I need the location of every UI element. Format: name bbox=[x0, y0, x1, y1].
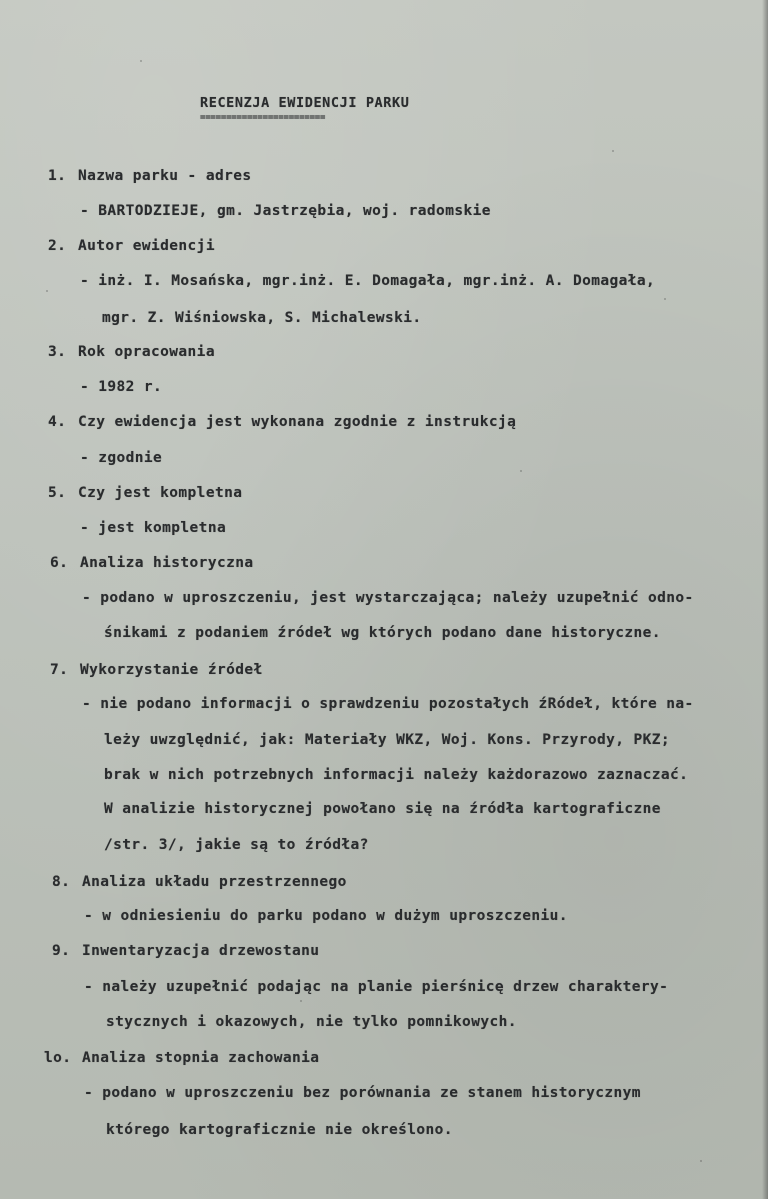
item-6-number: 6. bbox=[50, 555, 69, 571]
paper-speck bbox=[140, 60, 142, 62]
item-10-line-1: - podano w uproszczeniu bez porównania ze stanem historycznym bbox=[84, 1085, 641, 1101]
item-8-line-1: - w odniesieniu do parku podano w dużym uproszczeniu. bbox=[84, 908, 568, 924]
paper-speck bbox=[612, 150, 614, 152]
item-1-number: 1. bbox=[48, 168, 67, 184]
paper-speck bbox=[520, 470, 522, 472]
title-underline: ======================== bbox=[200, 113, 326, 123]
paper-edge-shadow bbox=[762, 0, 768, 1199]
item-2-number: 2. bbox=[48, 238, 67, 254]
item-6-line-1: - podano w uproszczeniu, jest wystarczająca; należy uzupełnić odno- bbox=[82, 590, 694, 606]
item-4-line-1: - zgodnie bbox=[80, 450, 163, 466]
item-5-line-1: - jest kompletna bbox=[80, 520, 227, 536]
item-9-line-2: stycznych i okazowych, nie tylko pomnikowych. bbox=[106, 1014, 517, 1030]
item-6-line-2: śnikami z podaniem źródeł wg których podano dane historyczne. bbox=[104, 625, 661, 641]
item-7-heading: Wykorzystanie źródeł bbox=[80, 662, 263, 678]
item-4-number: 4. bbox=[48, 414, 67, 430]
item-6-heading: Analiza historyczna bbox=[80, 555, 254, 571]
item-7-line-5: /str. 3/, jakie są to źródła? bbox=[104, 837, 369, 853]
item-3-line-1: - 1982 r. bbox=[80, 379, 163, 395]
item-2-line-2: mgr. Z. Wiśniowska, S. Michalewski. bbox=[102, 310, 422, 326]
item-5-heading: Czy jest kompletna bbox=[78, 485, 243, 501]
item-7-line-3: brak w nich potrzebnych informacji należy każdorazowo zaznaczać. bbox=[104, 767, 689, 783]
item-2-line-1: - inż. I. Mosańska, mgr.inż. E. Domagała, mgr.inż. A. Domagała, bbox=[80, 273, 656, 289]
item-3-heading: Rok opracowania bbox=[78, 344, 215, 360]
item-3-number: 3. bbox=[48, 344, 67, 360]
item-2-heading: Autor ewidencji bbox=[78, 238, 215, 254]
item-1-line-1: - BARTODZIEJE, gm. Jastrzębia, woj. radomskie bbox=[80, 203, 491, 219]
item-7-line-2: leży uwzględnić, jak: Materiały WKZ, Woj. Kons. Przyrody, PKZ; bbox=[104, 732, 671, 748]
paper-speck bbox=[46, 290, 48, 292]
item-9-line-1: - należy uzupełnić podając na planie pierśnicę drzew charaktery- bbox=[84, 979, 669, 995]
item-9-heading: Inwentaryzacja drzewostanu bbox=[82, 943, 320, 959]
item-4-heading: Czy ewidencja jest wykonana zgodnie z instrukcją bbox=[78, 414, 517, 430]
item-10-number: lo. bbox=[44, 1050, 72, 1066]
item-8-heading: Analiza układu przestrzennego bbox=[82, 874, 347, 890]
item-9-number: 9. bbox=[52, 943, 71, 959]
item-8-number: 8. bbox=[52, 874, 71, 890]
item-5-number: 5. bbox=[48, 485, 67, 501]
document-title: RECENZJA EWIDENCJI PARKU bbox=[200, 95, 410, 111]
item-1-heading: Nazwa parku - adres bbox=[78, 168, 252, 184]
paper-speck bbox=[300, 1000, 302, 1002]
item-7-line-4: W analizie historycznej powołano się na źródła kartograficzne bbox=[104, 801, 661, 817]
item-10-heading: Analiza stopnia zachowania bbox=[82, 1050, 320, 1066]
paper-speck bbox=[700, 1160, 702, 1162]
item-7-line-1: - nie podano informacji o sprawdzeniu pozostałych źRódeł, które na- bbox=[82, 696, 694, 712]
item-7-number: 7. bbox=[50, 662, 69, 678]
item-10-line-2: którego kartograficznie nie określono. bbox=[106, 1122, 453, 1138]
paper-speck bbox=[664, 298, 666, 300]
